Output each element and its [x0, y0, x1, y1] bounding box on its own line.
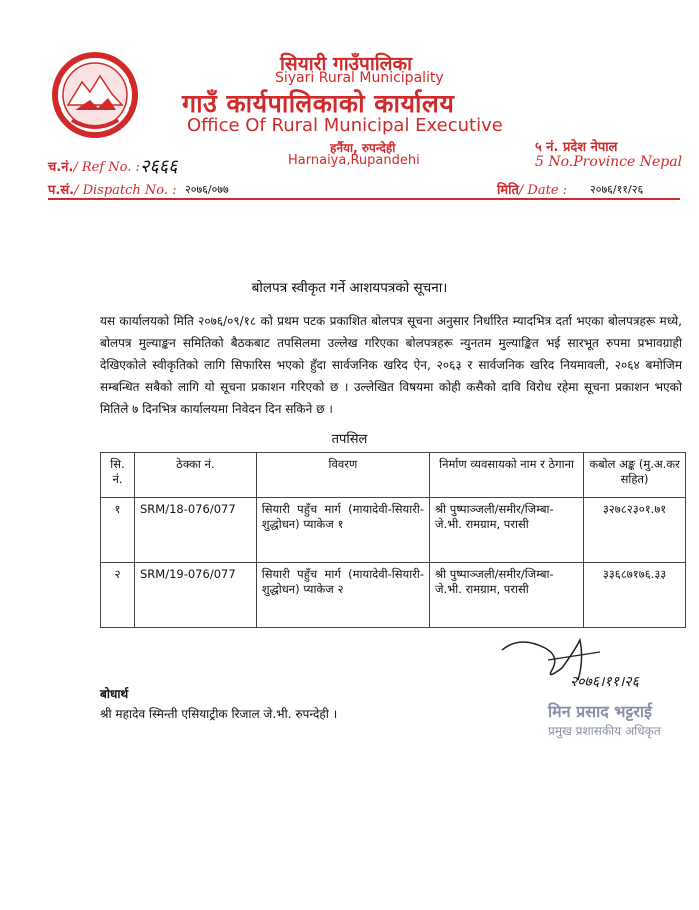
- dispatch-label-en: / Dispatch No. :: [74, 183, 177, 198]
- cell-serial: १: [101, 498, 135, 563]
- header-serial: सि. नं.: [101, 453, 135, 498]
- ref-label-en: / Ref No. :: [73, 160, 140, 175]
- dispatch-number: २०७६/०७७: [185, 183, 229, 196]
- cell-contractor: श्री पुष्पाञ्जली/समीर/जिम्बा-जे.भी. रामग्राम, परासी: [430, 563, 584, 628]
- cell-bid-amount: ३३६८७१७६.३३: [584, 563, 686, 628]
- header-contract-no: ठेक्का नं.: [135, 453, 257, 498]
- province-np: ५ नं. प्रदेश नेपाल: [535, 140, 618, 155]
- cell-contract-no: SRM/18-076/077: [135, 498, 257, 563]
- header-contractor: निर्माण व्यवसायको नाम र ठेगाना: [430, 453, 584, 498]
- province-en: 5 No.Province Nepal: [535, 154, 683, 170]
- header-divider: [48, 198, 680, 200]
- municipality-name-en: Siyari Rural Municipality: [275, 70, 444, 86]
- cell-bid-amount: ३२७८२३०१.७१: [584, 498, 686, 563]
- cc-recipient: श्री महादेव स्मिन्ती एसियाट्रीक रिजाल जे.भी. रुपन्देही ।: [100, 707, 338, 721]
- table-header-row: [101, 453, 686, 498]
- table-row: [101, 498, 686, 563]
- cc-label: बोधार्थ: [100, 687, 129, 701]
- contract-table: [100, 452, 686, 628]
- cell-contractor: श्री पुष्पाञ्जली/समीर/जिम्बा-जे.भी. रामग्राम, परासी: [430, 498, 584, 563]
- date-label-np: मिति: [497, 183, 519, 198]
- notice-subject: बोलपत्र स्वीकृत गर्ने आशयपत्रको सूचना।: [251, 280, 448, 296]
- dispatch-label-np: प.सं.: [48, 183, 75, 198]
- ref-label-np: च.नं.: [48, 160, 74, 175]
- date-label: [497, 180, 567, 198]
- municipality-name-np: सियारी गाउँपालिका: [280, 53, 413, 75]
- dispatch-label: [48, 180, 177, 198]
- table-row: [101, 563, 686, 628]
- cell-description: सियारी पहुँच मार्ग (मायादेवी-सियारी-शुद्धोधन) प्याकेज २: [256, 563, 429, 628]
- cell-serial: २: [101, 563, 135, 628]
- office-name-en: Office Of Rural Municipal Executive: [187, 115, 503, 136]
- header-description: विवरण: [256, 453, 429, 498]
- ref-label: [48, 157, 140, 175]
- signature-date: २०७६।११।२६: [570, 674, 639, 690]
- location-np: हर्नैया, रुपन्देही: [330, 141, 396, 155]
- location-en: Harnaiya,Rupandehi: [288, 153, 420, 168]
- table-title: तपसिल: [331, 432, 368, 447]
- notice-body: यस कार्यालयको मिति २०७६/०९/१८ को प्रथम पटक प्रकाशित बोलपत्र सूचना अनुसार निर्धारित म्यादभित्र दर्ता भएका बोलपत्रहरू मध्ये, बोलपत्र मुल्याङ्कन समितिको बैठकबाट तपसिलमा उल्लेख गरिएका बोलपत्रहरू न्युनतम मुल्याङ्कित भई सारभूत रुपमा प्रभावग्राही देखिएकोले स्वीकृतिको लागि सिफारिस भएको हुँदा सार्वजनिक खरिद ऐन, २०६३ र सार्वजनिक खरिद नियमावली, २०६४ बमोजिम सम्बन्धित सबैको लागि यो सूचना प्रकाशन गरिएको छ । उल्लेखित विषयमा कोही कसैको दावि विरोध रहेमा सूचना प्रकाशन भएको मितिले ७ दिनभित्र कार्यालयमा निवेदन दिन सकिने छ ।: [100, 314, 682, 416]
- signatory-title: प्रमुख प्रशासकीय अधिकृत: [548, 724, 661, 738]
- signatory-name: मिन प्रसाद भट्टराई: [548, 702, 652, 721]
- header-bid-amount: कबोल अङ्क (मु.अ.कर सहित): [584, 453, 686, 498]
- cell-contract-no: SRM/19-076/077: [135, 563, 257, 628]
- cell-description: सियारी पहुँच मार्ग (मायादेवी-सियारी-शुद्धोधन) प्याकेज १: [256, 498, 429, 563]
- date-value: २०७६/११/२६: [590, 183, 644, 196]
- date-label-en: / Date :: [518, 183, 568, 198]
- municipality-emblem-icon: [50, 50, 140, 140]
- ref-number: २६६६: [140, 156, 178, 177]
- office-name-np: गाउँ कार्यपालिकाको कार्यालय: [182, 89, 455, 118]
